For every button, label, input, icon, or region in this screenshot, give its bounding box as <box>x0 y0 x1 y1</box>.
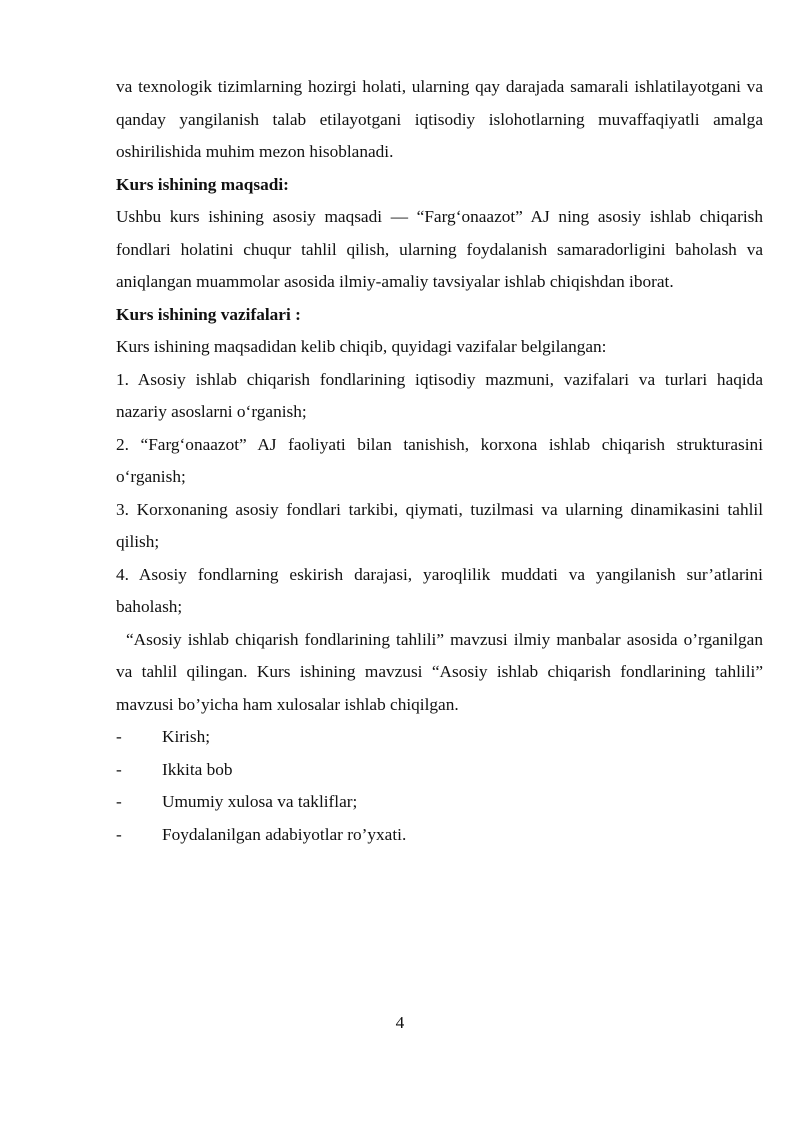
structure-item-label: Umumiy xulosa va takliflar; <box>162 792 358 811</box>
structure-item-conclusion <box>116 786 763 819</box>
tasks-intro-paragraph: Kurs ishining maqsadidan kelib chiqib, quyidagi vazifalar belgilangan: <box>116 337 607 356</box>
structure-item-references <box>116 819 763 852</box>
structure-item-chapters <box>116 754 763 787</box>
page-number: 4 <box>395 1013 405 1032</box>
goal-paragraph: Ushbu kurs ishining asosiy maqsadi — “Farg‘onaazot” AJ ning asosiy ishlab chiqarish fondlari holatini chuqur tahlil qilish, ularning foydalanish samaradorligini baholash va aniqlangan muammolar asosida ilmiy-amaliy tavsiyalar ishlab chiqishdan iborat. <box>116 207 763 291</box>
structure-item-label: Kirish; <box>162 727 211 746</box>
bullet-dash: - <box>116 824 122 844</box>
bullet-dash: - <box>116 792 122 811</box>
structure-item-label: Foydalanilgan adabiyotlar ro’yxati. <box>162 824 407 844</box>
structure-item-introduction <box>116 721 763 754</box>
summary-paragraph: “Asosiy ishlab chiqarish fondlarining tahlili” mavzusi ilmiy manbalar asosida o’rganilgan va tahlil qilingan. Kurs ishining mavzusi “Asosiy ishlab chiqarish fondlarining tahlili” mavzusi bo’yicha ham xulosalar ishlab chiqilgan. <box>116 629 763 714</box>
task-item-4: 4. Asosiy fondlarning eskirish darajasi, yaroqlilik muddati va yangilanish sur’atlarini baholash; <box>116 564 763 616</box>
task-item-3: 3. Korxonaning asosiy fondlari tarkibi, qiymati, tuzilmasi va ularning dinamikasini tahlil qilish; <box>116 499 763 551</box>
task-item-1: 1. Asosiy ishlab chiqarish fondlarining iqtisodiy mazmuni, vazifalari va turlari haqida nazariy asoslarni o‘rganish; <box>116 369 763 421</box>
task-item-2: 2. “Farg‘onaazot” AJ faoliyati bilan tanishish, korxona ishlab chiqarish strukturasini o‘rganish; <box>116 434 763 486</box>
bullet-dash: - <box>116 727 122 746</box>
bullet-dash: - <box>116 759 122 779</box>
intro-paragraph: va texnologik tizimlarning hozirgi holati, ularning qay darajada samarali ishlatilayotgani va qanday yangilanish talab etilayotgani iqtisodiy islohotlarning muvaffaqiyatli amalga oshirilishida muhim mezon hisoblanadi. <box>116 77 763 161</box>
tasks-heading: Kurs ishining vazifalari : <box>116 304 301 324</box>
document-body <box>116 71 763 851</box>
goal-heading: Kurs ishining maqsadi: <box>116 174 289 194</box>
structure-item-label: Ikkita bob <box>162 759 233 779</box>
